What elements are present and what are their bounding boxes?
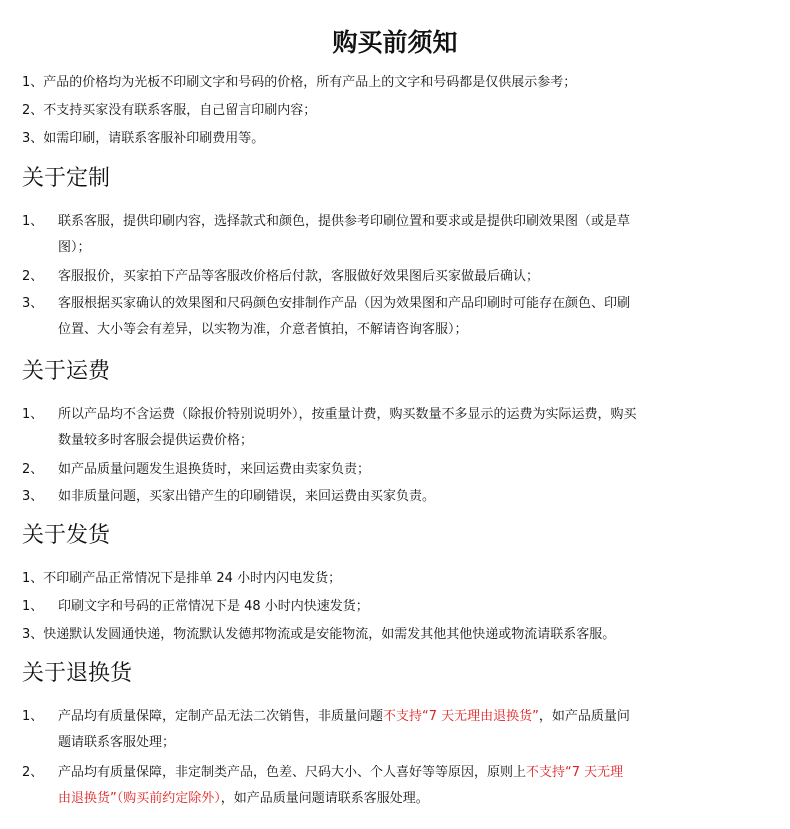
delivery-item-3 <box>22 626 615 644</box>
item-number: 3、 <box>22 296 44 311</box>
item-text: 不支持买家没有联系客服，自己留言印刷内容； <box>43 103 317 118</box>
item-number: 2、 <box>22 765 44 780</box>
highlight-text: 由退换货”（购买前约定除外） <box>58 791 221 806</box>
returns-item-2-continued <box>58 790 429 808</box>
section-heading-delivery: 关于发货 <box>22 523 111 548</box>
custom-item-3-continued <box>58 321 468 339</box>
item-text: 位置、大小等会有差异，以实物为准，介意者慎拍，不解请咨询客服）； <box>58 322 468 337</box>
custom-item-2 <box>22 268 539 286</box>
item-text: 如非质量问题，买家出错产生的印刷错误，来回运费由买家负责。 <box>58 489 436 504</box>
item-text: 数量较多时客服会提供运费价格； <box>58 433 254 448</box>
custom-item-3 <box>22 295 630 313</box>
item-number: 1、 <box>22 75 44 90</box>
highlight-text: 不支持“7 天无理由退换货” <box>383 709 539 724</box>
returns-item-2 <box>22 764 623 782</box>
intro-item-3 <box>22 130 264 148</box>
delivery-item-1 <box>22 570 341 588</box>
item-number: 1、 <box>22 571 44 586</box>
custom-item-1-continued <box>58 239 91 257</box>
item-number: 2、 <box>22 103 44 118</box>
item-text: 不印刷产品正常情况下是排单 24 小时内闪电发货； <box>43 571 342 586</box>
returns-item-1-continued <box>58 734 175 752</box>
fee-item-1-continued <box>58 432 253 450</box>
returns-item-1 <box>22 708 630 726</box>
intro-item-2 <box>22 102 316 120</box>
custom-item-1 <box>22 213 630 231</box>
item-text: 产品均有质量保障，定制产品无法二次销售，非质量问题 <box>58 709 384 724</box>
item-text: 产品的价格均为光板不印刷文字和号码的价格，所有产品上的文字和号码都是仅供展示参考； <box>43 75 577 90</box>
fee-item-1 <box>22 406 637 424</box>
page-title: 购买前须知 <box>332 28 458 57</box>
item-text: 题请联系客服处理； <box>58 735 176 750</box>
item-text: ，如产品质量问题请联系客服处理。 <box>220 791 429 806</box>
intro-item-1 <box>22 74 576 92</box>
item-number: 1、 <box>22 709 44 724</box>
item-text: 客服报价，买家拍下产品等客服改价格后付款，客服做好效果图后买家做最后确认； <box>58 269 540 284</box>
fee-item-3 <box>22 488 435 506</box>
item-number: 1、 <box>22 214 44 229</box>
item-text: 产品均有质量保障，非定制类产品，色差、尺码大小、个人喜好等等原因，原则上 <box>58 765 527 780</box>
item-number: 2、 <box>22 462 44 477</box>
section-heading-custom: 关于定制 <box>22 166 111 191</box>
item-text: 所以产品均不含运费（除报价特别说明外），按重量计费，购买数量不多显示的运费为实际运费，购买 <box>58 407 637 422</box>
section-heading-returns: 关于退换货 <box>22 661 133 686</box>
item-text: 印刷文字和号码的正常情况下是 48 小时内快速发货； <box>58 599 369 614</box>
item-text: 客服根据买家确认的效果图和尺码颜色安排制作产品（因为效果图和产品印刷时可能存在颜色、印刷 <box>58 296 631 311</box>
item-number: 3、 <box>22 627 44 642</box>
item-number: 1、 <box>22 407 44 422</box>
highlight-text: 不支持“7 天无理 <box>526 765 624 780</box>
item-text: 快递默认发圆通快递，物流默认发德邦物流或是安能物流，如需发其他其他快递或物流请联系客服。 <box>43 627 616 642</box>
item-text: ，如产品质量问 <box>538 709 630 724</box>
delivery-item-2 <box>22 598 369 616</box>
item-number: 3、 <box>22 489 44 504</box>
item-text: 如产品质量问题发生退换货时，来回运费由卖家负责； <box>58 462 371 477</box>
item-text: 联系客服，提供印刷内容，选择款式和颜色，提供参考印刷位置和要求或是提供印刷效果图（或是草 <box>58 214 631 229</box>
item-text: 图）； <box>58 240 91 255</box>
item-number: 1、 <box>22 599 44 614</box>
item-text: 如需印刷，请联系客服补印刷费用等。 <box>43 131 265 146</box>
item-number: 3、 <box>22 131 44 146</box>
section-heading-shipping-fee: 关于运费 <box>22 359 111 384</box>
fee-item-2 <box>22 461 370 479</box>
item-number: 2、 <box>22 269 44 284</box>
